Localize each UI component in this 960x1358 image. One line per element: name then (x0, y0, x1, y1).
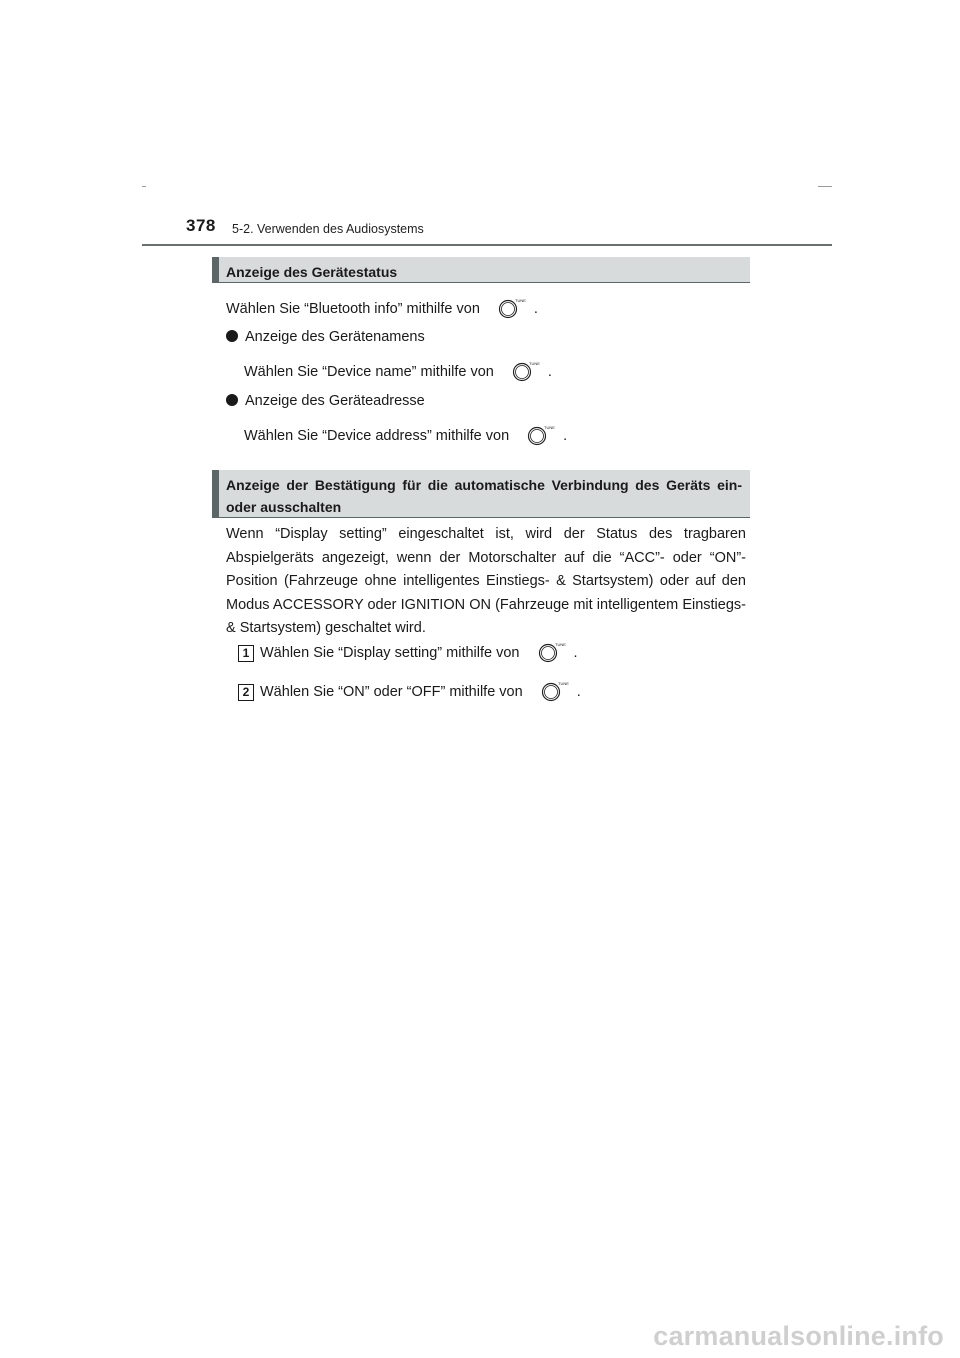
instruction-text: Wählen Sie “Device address” mithilfe von (244, 428, 510, 444)
tune-knob-icon (541, 680, 569, 702)
bullet-icon (226, 394, 238, 406)
step-number-badge: 2 (238, 684, 254, 701)
watermark: carmanualsonline.info (653, 1321, 944, 1351)
svg-text:TUNE: TUNE (514, 298, 526, 303)
step-2 (238, 680, 581, 702)
step-text: Wählen Sie “Display setting” mithilfe von (260, 645, 520, 661)
svg-text:TUNE: TUNE (544, 425, 556, 430)
period: . (576, 684, 581, 700)
section-heading-device-status: Anzeige des Gerätestatus (212, 257, 750, 283)
tune-knob-icon (512, 360, 540, 382)
period: . (547, 364, 552, 380)
period: . (563, 428, 568, 444)
svg-text:TUNE: TUNE (528, 361, 540, 366)
chapter-title: 5-2. Verwenden des Audiosystems (232, 222, 424, 236)
tune-knob-icon (538, 641, 566, 663)
instruction-text: Wählen Sie “Device name” mithilfe von (244, 364, 494, 380)
crop-mark-left (142, 186, 146, 187)
period: . (573, 645, 578, 661)
instruction-device-address (244, 424, 567, 446)
bullet-text: Anzeige des Geräteadresse (245, 393, 425, 409)
period: . (533, 301, 538, 317)
step-text: Wählen Sie “ON” oder “OFF” mithilfe von (260, 684, 523, 700)
svg-text:TUNE: TUNE (554, 642, 566, 647)
header-rule (142, 244, 832, 246)
bullet-device-address-heading (226, 391, 425, 411)
bullet-device-name-heading (226, 327, 425, 347)
instruction-text: Wählen Sie “Bluetooth info” mithilfe von (226, 301, 480, 317)
bullet-icon (226, 330, 238, 342)
tune-knob-icon (527, 424, 556, 446)
body-paragraph: Wenn “Display setting” eingeschaltet ist, wird der Status des tragbaren Abspielgeräts angezeigt, wenn der Motorschalter auf die “ACC”- oder “ON”- Position (Fahrzeuge ohne intelligentes Einstiegs- & Startsystem) oder auf den Modus ACCESSORY oder IGNITION ON (Fahrzeuge mit intelligentem Einstiegs- & Startsystem) geschaltet wird. (226, 526, 746, 637)
step-1 (238, 641, 578, 663)
instruction-device-name (244, 360, 552, 382)
svg-text:TUNE: TUNE (557, 681, 569, 686)
bullet-text: Anzeige des Gerätenamens (245, 329, 425, 345)
section-heading-auto-connect-confirmation: Anzeige der Bestätigung für die automatische Verbindung des Geräts ein- oder ausschalten (212, 470, 750, 518)
page-number: 378 (186, 216, 216, 235)
tune-knob-icon (498, 297, 526, 319)
crop-mark-right (818, 186, 832, 187)
step-number-badge: 1 (238, 645, 254, 662)
instruction-bluetooth-info (226, 297, 538, 319)
